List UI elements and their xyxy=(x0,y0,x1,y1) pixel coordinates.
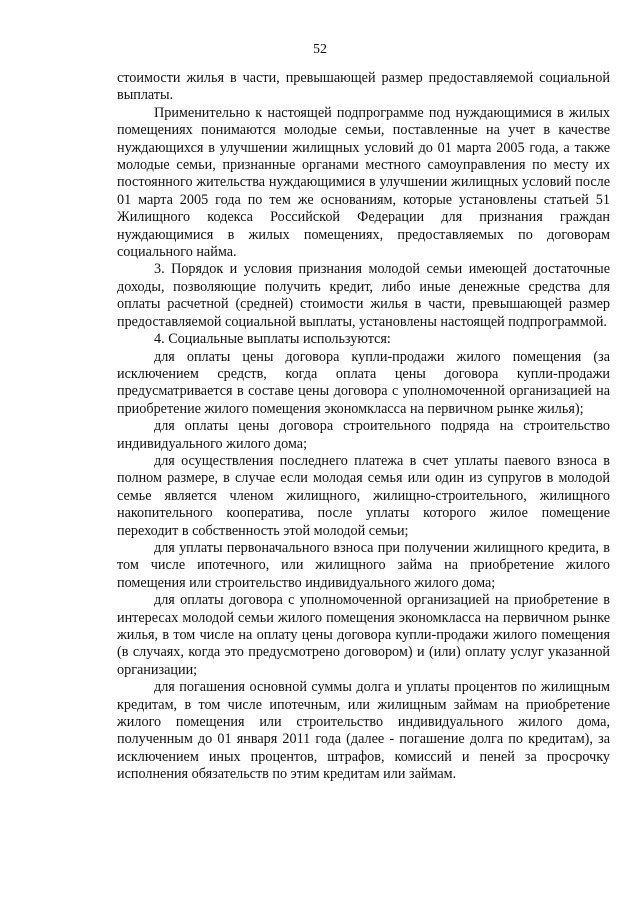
paragraph-continuation: стоимости жилья в части, превышающей размер предоставляемой социальной выплаты. xyxy=(117,70,610,104)
paragraph-use-authorized-organization: для оплаты договора с уполномоченной организацией на приобретение в интересах молодой семьи жилого помещения экономкласса на первичном рынке жилья, в том числе на оплату цены договора купли-продажи жилого помещения (в случаях, когда это предусмотрено договором) и (или) оплату услуг указанной организации; xyxy=(117,592,610,678)
paragraph-use-construction: для оплаты цены договора строительного подряда на строительство индивидуального жилого дома; xyxy=(117,418,610,452)
page-number: 52 xyxy=(313,42,327,57)
paragraph-item-3: 3. Порядок и условия признания молодой семьи имеющей достаточные доходы, позволяющие получить кредит, либо иные денежные средства для оплаты расчетной (средней) стоимости жилья в части, превышающей размер предоставляемой социальной выплаты, установлены настоящей подпрограммой. xyxy=(117,261,610,330)
paragraph-use-purchase: для оплаты цены договора купли-продажи жилого помещения (за исключением средств, когда оплата цены договора купли-продажи предусматривается в составе цены договора с уполномоченной организацией на приобретение жилого помещения экономкласса на первичном рынке жилья); xyxy=(117,348,610,417)
paragraph-use-share-contribution: для осуществления последнего платежа в счет уплаты паевого взноса в полном размере, в случае если молодая семья или один из супругов в молодой семье является членом жилищного, жилищно-строительного, жилищного накопительного кооператива, после уплаты которого жилое помещение переходит в собственность этой молодой семьи; xyxy=(117,452,610,539)
paragraph-item-4: 4. Социальные выплаты используются: xyxy=(154,331,391,348)
paragraph-definition-needy: Применительно к настоящей подпрограмме под нуждающимися в жилых помещениях понимаются молодые семьи, поставленные на учет в качестве нуждающихся в улучшении жилищных условий до 01 марта 2005 года, а также молодые семьи, признанные органами местного самоуправления по месту их постоянного жительства нуждающимися в улучшении жилищных условий после 01 марта 2005 года по тем же основаниям, которые установлены статьей 51 Жилищного кодекса Российской Федерации для признания граждан нуждающимися в жилых помещениях, предоставляемых по договорам социального найма. xyxy=(117,104,610,261)
paragraph-use-loan-repayment: для погашения основной суммы долга и уплаты процентов по жилищным кредитам, в том числе ипотечным, или жилищным займам на приобретение жилого помещения или строительство индивидуального жилого дома, полученным до 01 января 2011 года (далее - погашение долга по кредитам), за исключением иных процентов, штрафов, комиссий и пеней за просрочку исполнения обязательств по этим кредитам или займам. xyxy=(117,679,610,783)
document-body xyxy=(117,70,610,784)
paragraph-use-down-payment: для уплаты первоначального взноса при получении жилищного кредита, в том числе ипотечного, или жилищного займа на приобретение жилого помещения или строительство индивидуального жилого дома; xyxy=(117,539,610,591)
